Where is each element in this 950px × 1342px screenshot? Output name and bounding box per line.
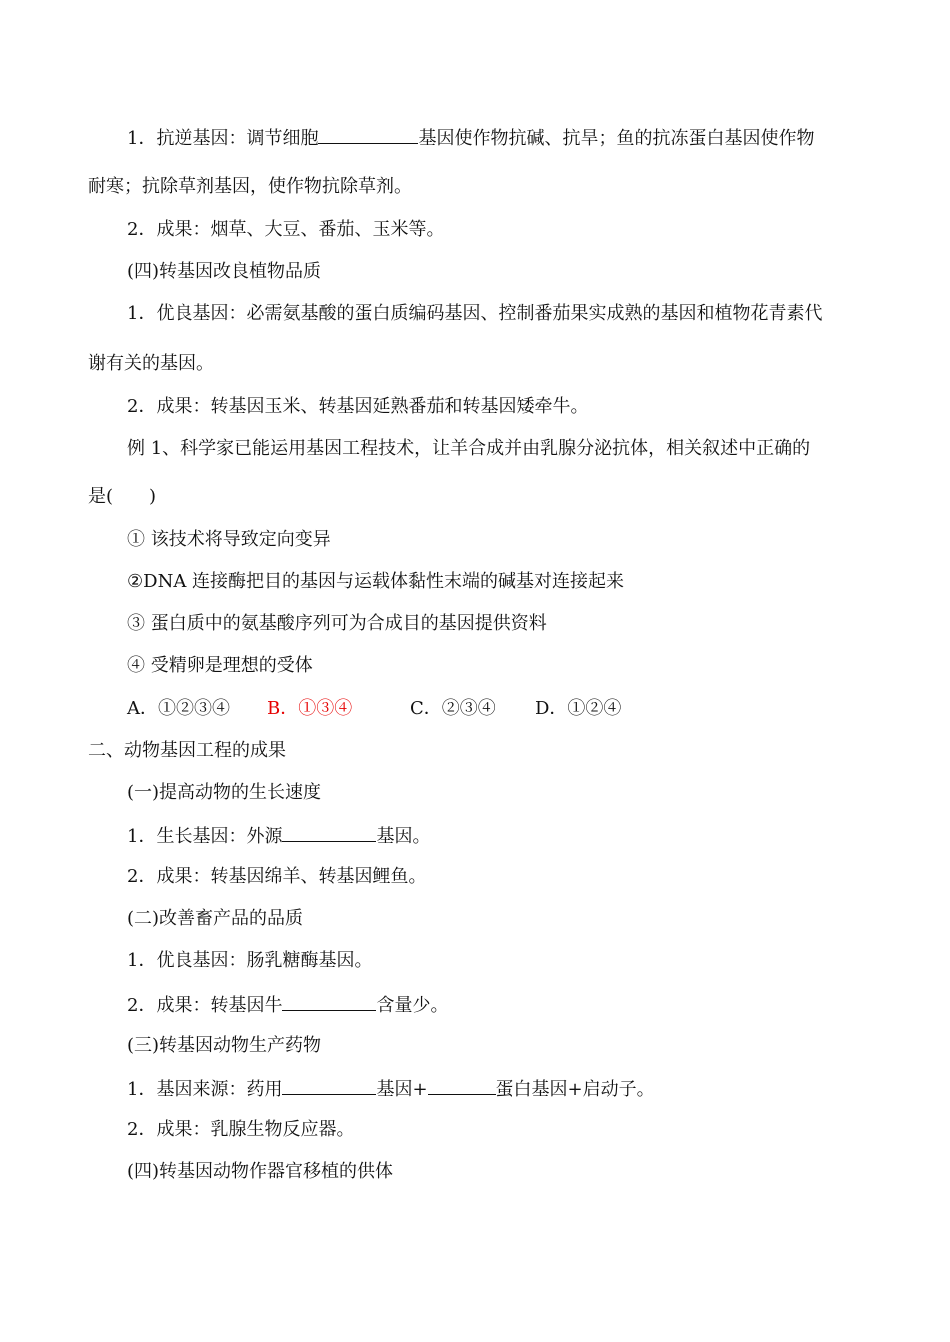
example-question: 例 1、科学家已能运用基因工程技术，让羊合成并由乳腺分泌抗体，相关叙述中正确的 (127, 438, 811, 459)
line-result-quality: 2．成果：转基因玉米、转基因延熟番茄和转基因矮牵牛。 (127, 396, 589, 417)
subsection-organ-donor: (四)转基因动物作器官移植的供体 (127, 1161, 394, 1182)
subsection-growth-speed: (一)提高动物的生长速度 (127, 782, 322, 803)
line-lactase-gene: 1．优良基因：肠乳糖酶基因。 (127, 950, 373, 971)
subsection-drug-production: (三)转基因动物生产药物 (127, 1035, 322, 1056)
line-growth-gene: 1．生长基因：外源 基因。 (127, 823, 430, 849)
fill-blank[interactable] (282, 1076, 376, 1095)
line-quality-gene-cont: 谢有关的基因。 (88, 353, 214, 374)
fill-blank[interactable] (428, 1076, 496, 1095)
option-d[interactable]: D．①②④ (535, 698, 622, 719)
line-result-cow: 2．成果：转基因牛 含量少。 (127, 992, 448, 1018)
section-heading-animal: 二、动物基因工程的成果 (88, 740, 286, 761)
fill-blank[interactable] (318, 125, 418, 144)
fill-blank[interactable] (282, 992, 376, 1011)
option-c[interactable]: C．②③④ (410, 698, 496, 719)
section-heading-improve-quality: (四)转基因改良植物品质 (127, 261, 322, 282)
statement-2: ②DNA 连接酶把目的基因与运载体黏性末端的碱基对连接起来 (127, 571, 625, 592)
example-question-cont: 是( ) (88, 486, 157, 507)
option-b-correct[interactable]: B．①③④ (267, 698, 353, 719)
line-result-bioreactor: 2．成果：乳腺生物反应器。 (127, 1119, 355, 1140)
line-stress-gene: 1．抗逆基因：调节细胞 基因使作物抗碱、抗旱；鱼的抗冻蛋白基因使作物 (127, 125, 814, 151)
subsection-livestock-quality: (二)改善畜产品的品质 (127, 908, 304, 929)
option-a[interactable]: A．①②③④ (127, 698, 230, 719)
line-gene-source: 1．基因来源：药用 基因+ 蛋白基因+启动子。 (127, 1076, 655, 1102)
line-result-crops: 2．成果：烟草、大豆、番茄、玉米等。 (127, 219, 445, 240)
line-result-growth: 2．成果：转基因绵羊、转基因鲤鱼。 (127, 866, 427, 887)
fill-blank[interactable] (282, 823, 376, 842)
statement-3: ③ 蛋白质中的氨基酸序列可为合成目的基因提供资料 (127, 613, 547, 634)
statement-4: ④ 受精卵是理想的受体 (127, 655, 313, 676)
line-stress-gene-cont: 耐寒；抗除草剂基因，使作物抗除草剂。 (88, 176, 412, 197)
line-quality-gene: 1．优良基因：必需氨基酸的蛋白质编码基因、控制番茄果实成熟的基因和植物花青素代 (127, 303, 823, 324)
statement-1: ① 该技术将导致定向变异 (127, 529, 331, 550)
